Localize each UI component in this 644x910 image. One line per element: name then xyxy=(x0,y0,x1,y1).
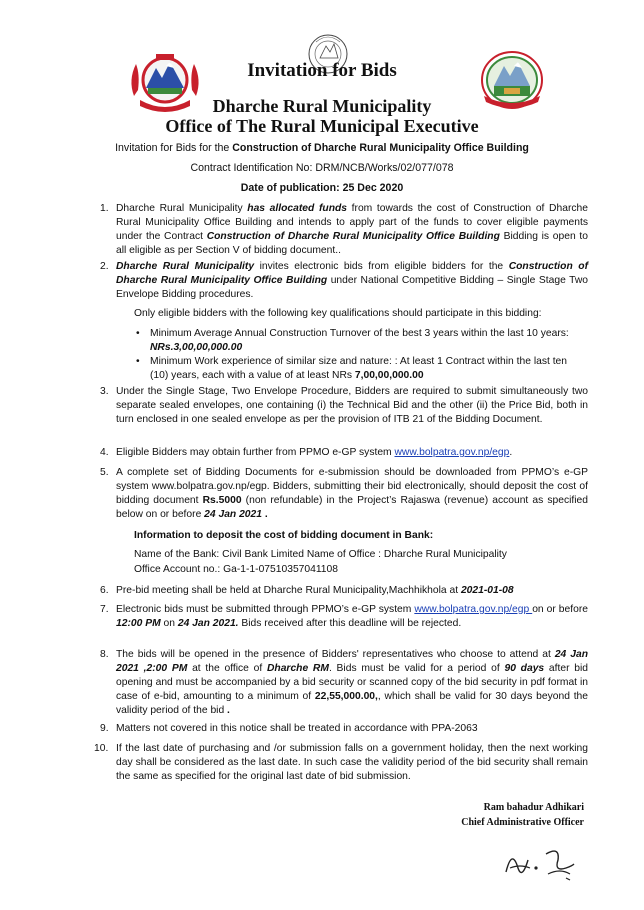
item-date: 24 Jan 2021 ,2:00 PM xyxy=(116,649,589,674)
invitation-subtitle xyxy=(0,142,644,154)
item-number: 3. xyxy=(100,386,109,397)
item-date: 24 Jan 2021 xyxy=(204,509,262,520)
organization-name: Dharche Rural Municipality xyxy=(212,96,432,116)
item-emphasis: Construction of Dharche Rural Municipality Office Building xyxy=(116,261,588,286)
item-number: 6. xyxy=(100,585,109,596)
item-text: (non refundable) in the Project’s Rajaswa (revenue) account as specified below on or before xyxy=(116,495,588,520)
item-number: 7. xyxy=(100,604,109,615)
contract-id: Contract Identification No: DRM/NCB/Works/02/077/078 xyxy=(190,162,454,174)
bullet-icon: • xyxy=(136,356,140,367)
signatory-title: Chief Administrative Officer xyxy=(461,817,584,828)
item-text: A complete set of Bidding Documents for e-submission should be downloaded from PPMO’s e-GP system www.bolpatra.gov.np/egp. Bidders, submitting their bid electronically, should deposit the cost of bidding document xyxy=(116,467,588,506)
item-emphasis: Construction of Dharche Rural Municipality Office Building xyxy=(206,231,500,242)
item-text: Under the Single Stage, Two Envelope Procedure, Bidders are required to submit simultaneously two separate sealed envelopes, one containing (i) the Technical Bid and the other (ii) the Price Bid, both in turn enclosed in one sealed envelope as per the provision of ITB 21 of the Bidding Document. xyxy=(116,386,588,425)
item-text: on or before xyxy=(532,604,588,615)
bank-account-line: Office Account no.: Ga-1-1-07510357041108 xyxy=(134,564,338,575)
list-item xyxy=(100,584,588,598)
bullet-amount: NRs.3,00,00,000.00 xyxy=(150,342,243,353)
publication-date: Date of publication: 25 Dec 2020 xyxy=(240,182,404,194)
item-text: If the last date of purchasing and /or submission falls on a government holiday, then the next working day shall be considered as the last date. In such case the validity period of the bid security shall remain the same as specified for the original last date of bid submission. xyxy=(116,743,588,782)
subtitle-project: Construction of Dharche Rural Municipality Office Building xyxy=(232,142,529,154)
item-text: Bids received after this deadline will be rejected. xyxy=(238,618,462,629)
item-text: at the office of xyxy=(187,663,267,674)
item-number: 9. xyxy=(100,723,109,734)
item-number: 1. xyxy=(100,203,109,214)
item-number: 5. xyxy=(100,467,109,478)
bullet-text: Minimum Work experience of similar size and nature: : At least 1 Contract within the last ten (10) years, each with a value of at least NRs xyxy=(150,356,568,381)
document-title: Invitation for Bids xyxy=(247,60,397,81)
item-amount: Rs.5000 xyxy=(202,495,242,506)
item-text: . Bids must be valid for a period of xyxy=(328,663,505,674)
item-text: invites electronic bids from eligible bidders for the xyxy=(254,261,509,272)
bank-name-line: Name of the Bank: Civil Bank Limited Name of Office : Dharche Rural Municipality xyxy=(134,549,507,560)
list-item xyxy=(100,385,588,427)
list-item xyxy=(136,327,586,355)
item-text: under National Competitive Bidding – Single Stage Two Envelope Bidding procedures. xyxy=(116,275,588,300)
list-item xyxy=(100,446,588,460)
item-emphasis: 90 days xyxy=(504,663,545,674)
bullet-text: Minimum Average Annual Construction Turnover of the best 3 years within the last 10 years: xyxy=(150,328,569,339)
item-text: from towards the cost of Construction of Dharche Rural Municipality Office Building and intends to apply part of the funds to cover eligible payments under the Contract xyxy=(116,203,588,242)
item-amount: 22,55,000.00, xyxy=(314,691,378,702)
item-number: 10. xyxy=(94,743,109,754)
qualification-intro: Only eligible bidders with the following key qualifications should participate in this bidding: xyxy=(134,308,542,319)
signature-icon xyxy=(500,838,580,886)
item-emphasis: Dharche Rural Municipality xyxy=(116,261,255,272)
item-text: Matters not covered in this notice shall be treated in accordance with PPA-2063 xyxy=(116,723,478,734)
item-text: Bidding is open to all eligible as per Section V of bidding document.. xyxy=(116,231,588,256)
item-text: Eligible Bidders may obtain further from PPMO e-GP system xyxy=(116,447,395,458)
item-number: 8. xyxy=(100,649,109,660)
office-name: Office of The Rural Municipal Executive xyxy=(165,116,479,136)
item-text: Dharche Rural Municipality xyxy=(116,203,248,214)
item-text: The bids will be opened in the presence of Bidders' representatives who choose to attend at xyxy=(116,649,555,660)
bullet-icon: • xyxy=(136,328,140,339)
list-item xyxy=(100,722,588,736)
list-item xyxy=(136,355,586,383)
item-text: . xyxy=(509,447,513,458)
list-item xyxy=(100,648,589,718)
egp-link[interactable]: www.bolpatra.gov.np/egp xyxy=(394,447,510,458)
item-number: 2. xyxy=(100,261,109,272)
item-emphasis: has allocated funds xyxy=(247,203,347,214)
item-emphasis: Dharche RM xyxy=(266,663,329,674)
bank-info-heading: Information to deposit the cost of bidding document in Bank: xyxy=(134,530,434,541)
item-text: Electronic bids must be submitted through PPMO’s e-GP system xyxy=(116,604,415,615)
subtitle-prefix: Invitation for Bids for the xyxy=(115,142,233,154)
list-item xyxy=(100,603,588,631)
list-item xyxy=(100,466,588,522)
item-time: 12:00 PM xyxy=(116,618,161,629)
item-text: after bid opening and must be accompanied by a bid security or scanned copy of the bid security in pdf format in case of e-bid, amounting to a minimum of xyxy=(116,663,588,702)
item-text: on xyxy=(160,618,178,629)
item-text: . xyxy=(227,705,230,716)
bullet-amount: 7,00,00,000.00 xyxy=(354,370,424,381)
list-item xyxy=(94,742,588,784)
list-item xyxy=(100,260,588,302)
item-date: 24 Jan 2021. xyxy=(177,618,239,629)
item-number: 4. xyxy=(100,447,109,458)
list-item xyxy=(100,202,588,258)
signatory-name: Ram bahadur Adhikari xyxy=(483,802,584,813)
item-date: 2021-01-08 xyxy=(460,585,514,596)
item-text: Pre-bid meeting shall be held at Dharche Rural Municipality,Machhikhola at xyxy=(116,585,461,596)
item-text: , which shall be valid for 30 days beyond the validity period of the bid xyxy=(116,691,589,716)
item-text: . xyxy=(261,509,268,520)
egp-link[interactable]: www.bolpatra.gov.np/egp xyxy=(414,604,533,615)
